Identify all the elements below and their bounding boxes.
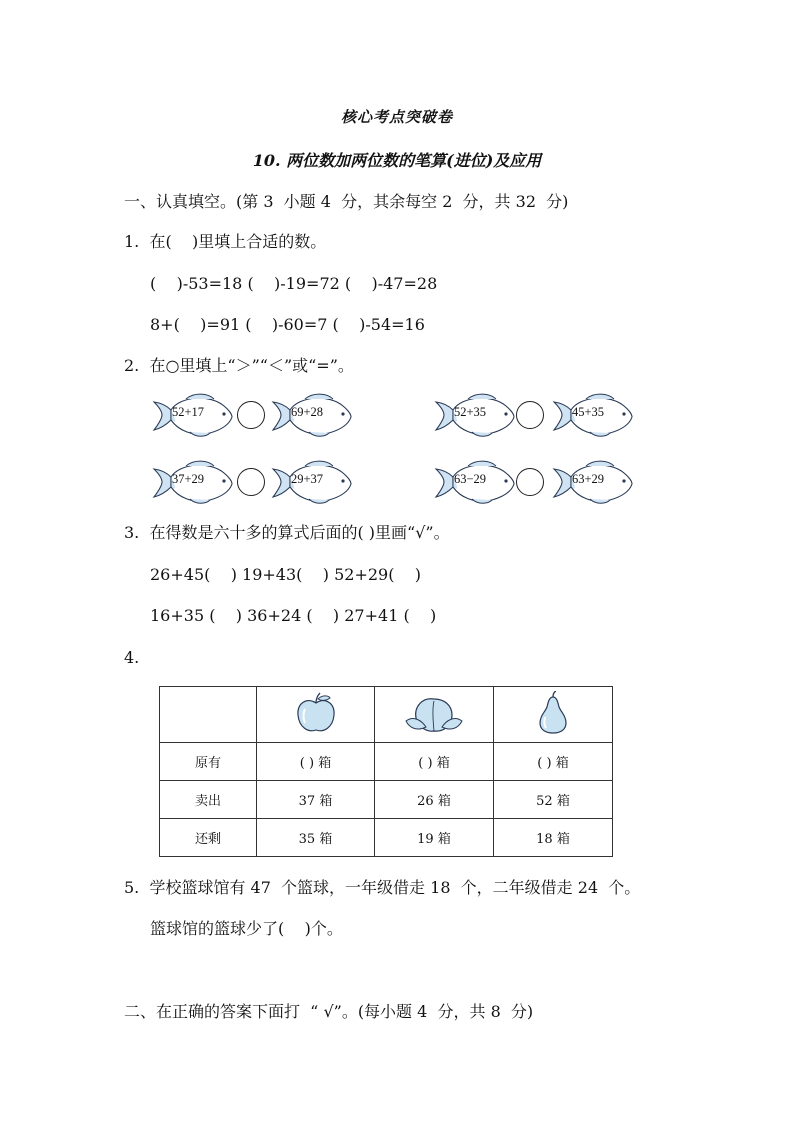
fish-card: [152, 457, 234, 507]
table-cell: 18 箱: [494, 819, 613, 857]
q1-line2: 8+( )=91 ( )-60=7 ( )-54=16: [150, 315, 425, 334]
q5-line2: 篮球馆的篮球少了( )个。: [150, 919, 343, 938]
fish-card: [552, 390, 634, 440]
table-cell[interactable]: ( ) 箱: [494, 743, 613, 781]
q4-number: 4.: [124, 648, 140, 667]
q1-line1: ( )-53=18 ( )-19=72 ( )-47=28: [150, 274, 438, 293]
table-row: [160, 819, 613, 857]
fish-card: [271, 390, 353, 440]
table-cell[interactable]: ( ) 箱: [257, 743, 375, 781]
series-title: 核心考点突破卷: [340, 108, 453, 126]
q3-line1: 26+45( ) 19+43( ) 52+29( ): [150, 565, 422, 584]
compare-circle[interactable]: [237, 468, 265, 496]
table-row: [160, 743, 613, 781]
fish-card: [552, 457, 634, 507]
page-title: 10. 两位数加两位数的笔算(进位)及应用: [252, 151, 542, 170]
fish-expression: 63+29: [572, 472, 605, 486]
table-cell: 19 箱: [375, 819, 494, 857]
q2-prompt: 2. 在○里填上“＞”“＜”或“=”。: [124, 356, 354, 375]
fish-expression: 63−29: [454, 472, 487, 486]
row-label: 原有: [160, 743, 257, 781]
fish-expression: 52+17: [172, 405, 205, 419]
table-cell[interactable]: ( ) 箱: [375, 743, 494, 781]
table-header-peach: [375, 687, 494, 743]
table-header-pear: [494, 687, 613, 743]
section1-heading: 一、认真填空。(第 3 小题 4 分，其余每空 2 分，共 32 分): [124, 192, 569, 211]
q1-prompt: 1. 在( )里填上合适的数。: [124, 232, 327, 251]
compare-circle[interactable]: [237, 401, 265, 429]
peach-icon: [404, 691, 464, 735]
q3-line2: 16+35 ( ) 36+24 ( ) 27+41 ( ): [150, 606, 437, 625]
table-cell: 26 箱: [375, 781, 494, 819]
fish-expression: 37+29: [172, 472, 205, 486]
fish-expression: 52+35: [454, 405, 487, 419]
row-label: 卖出: [160, 781, 257, 819]
table-cell: 37 箱: [257, 781, 375, 819]
compare-circle[interactable]: [516, 401, 544, 429]
pear-icon: [535, 691, 571, 735]
fruit-table: [159, 686, 613, 857]
row-label: 还剩: [160, 819, 257, 857]
q5-line1: 5. 学校篮球馆有 47 个篮球，一年级借走 18 个，二年级借走 24 个。: [124, 878, 641, 897]
apple-icon: [293, 691, 339, 735]
fish-card: [434, 390, 516, 440]
fish-card: [271, 457, 353, 507]
table-cell: 35 箱: [257, 819, 375, 857]
fish-expression: 29+37: [291, 472, 324, 486]
fish-expression: 45+35: [572, 405, 605, 419]
table-row: [160, 781, 613, 819]
section2-heading: 二、在正确的答案下面打 “ √”。(每小题 4 分，共 8 分): [124, 1002, 534, 1021]
compare-circle[interactable]: [516, 468, 544, 496]
fish-card: [434, 457, 516, 507]
table-corner: [160, 687, 257, 743]
table-header-apple: [257, 687, 375, 743]
fish-card: [152, 390, 234, 440]
q3-prompt: 3. 在得数是六十多的算式后面的( )里画“√”。: [124, 523, 450, 542]
table-cell: 52 箱: [494, 781, 613, 819]
fish-expression: 69+28: [291, 405, 324, 419]
